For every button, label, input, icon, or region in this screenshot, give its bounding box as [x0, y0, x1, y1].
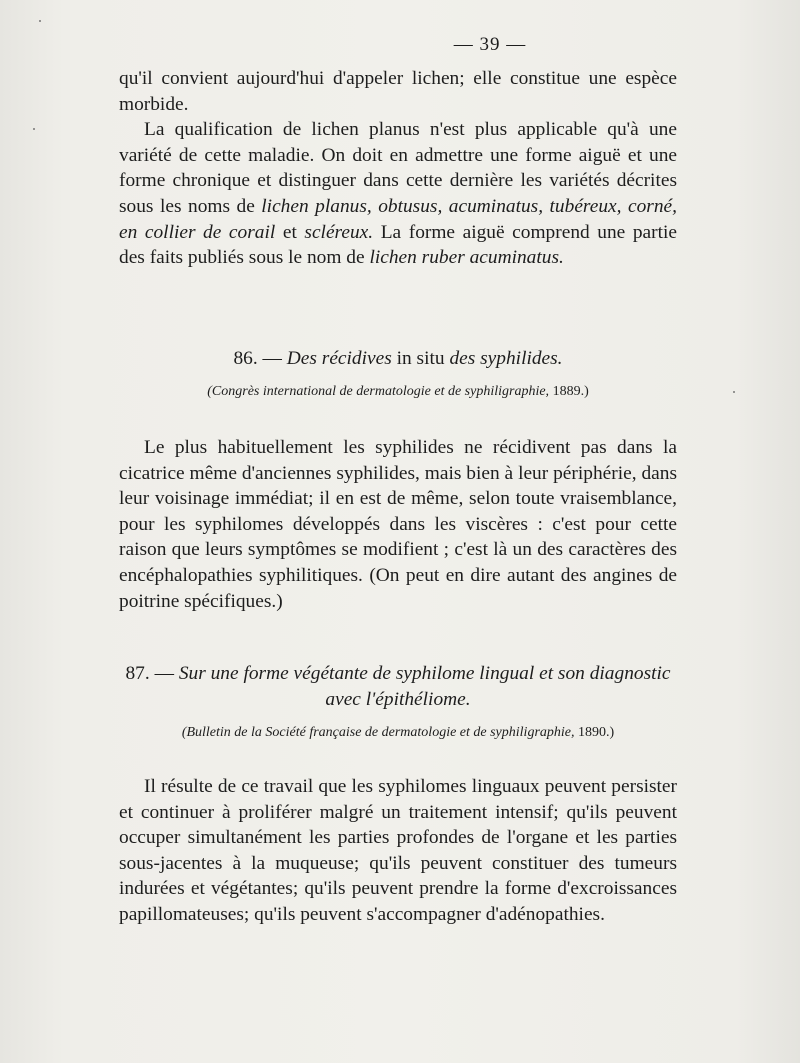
- section-87-source-year: 1890.): [578, 725, 615, 740]
- intro-p2-text-a: La qualification de lichen planus n'est plus applicable qu'à une variété de cette maladie. On doit en admettre une forme aiguë et une forme chronique et distinguer dans cette dernière les variétés décrites sous les noms de: [119, 119, 677, 217]
- section-87-number: 87. —: [125, 663, 174, 684]
- section-87-title-1: Sur une forme végétante de syphilome lingual et son diagnostic: [178, 663, 671, 684]
- section-86-title-c: des syphilides.: [449, 348, 563, 369]
- intro-p2-text-c: La forme aiguë comprend une partie des faits publiés sous le nom de: [119, 221, 677, 269]
- paper-speck: [39, 20, 41, 22]
- section-87-source-text: (Bulletin de la Société française de dermatologie et de syphiligraphie,: [181, 725, 575, 740]
- section-87-source: [119, 725, 677, 741]
- section-86-source-year: 1889.): [552, 384, 589, 399]
- paper-speck: [33, 128, 35, 130]
- section-87-body: [119, 774, 677, 928]
- section-86-title-a: Des récidives: [286, 348, 392, 369]
- page-number: — 39 —: [453, 34, 527, 55]
- intro-p2-italic-lichen-ruber: lichen ruber acuminatus.: [369, 247, 564, 269]
- section-87-paragraph: Il résulte de ce travail que les syphilomes linguaux peuvent persister et continuer à proliférer malgré un traitement intensif; qu'ils peuvent occuper simultanément les parties profondes de l'organe et les parties sous-jacentes à la muqueuse; qu'ils peuvent constituer des tumeurs indurées et végétantes; qu'ils peuvent prendre la forme d'excroissances papillomateuses; qu'ils peuvent s'accompagner d'adénopathies.: [119, 776, 677, 925]
- paper-speck: [733, 391, 735, 393]
- intro-paragraph-1: qu'il convient aujourd'hui d'appeler lichen; elle constitue une espèce morbide.: [119, 68, 677, 115]
- intro-text: [119, 66, 677, 271]
- section-87-title-2: avec l'épithéliome.: [325, 689, 471, 710]
- section-87-title-line-2: [119, 687, 677, 713]
- section-86-heading: [119, 346, 677, 372]
- section-86-body: [119, 435, 677, 614]
- intro-p2-italic-varieties: lichen planus, obtusus, acuminatus, tubéreux, corné, en collier de corail: [119, 195, 677, 243]
- intro-paragraph-2: [119, 117, 677, 271]
- intro-p2-italic-sclereux: scléreux.: [304, 221, 374, 243]
- section-87-heading: [119, 661, 677, 713]
- intro-p2-text-b: et: [275, 221, 305, 243]
- section-86-number: 86. —: [233, 348, 282, 369]
- section-86-paragraph: Le plus habituellement les syphilides ne récidivent pas dans la cicatrice même d'anciennes syphilides, mais bien à leur périphérie, dans leur voisinage immédiat; il en est de même, selon toute vraisemblance, pour les syphilomes développés dans les viscères : c'est pour cette raison que leurs symptômes se modifient ; c'est là un des caractères des encéphalopathies syphilitiques. (On peut en dire autant des angines de poitrine spécifiques.): [119, 437, 677, 612]
- section-86-source-text: (Congrès international de dermatologie et de syphiligraphie,: [207, 384, 550, 399]
- section-87-title-line-1: [119, 661, 677, 687]
- section-86-source: [119, 384, 677, 400]
- section-86-title-b: in situ: [391, 348, 450, 369]
